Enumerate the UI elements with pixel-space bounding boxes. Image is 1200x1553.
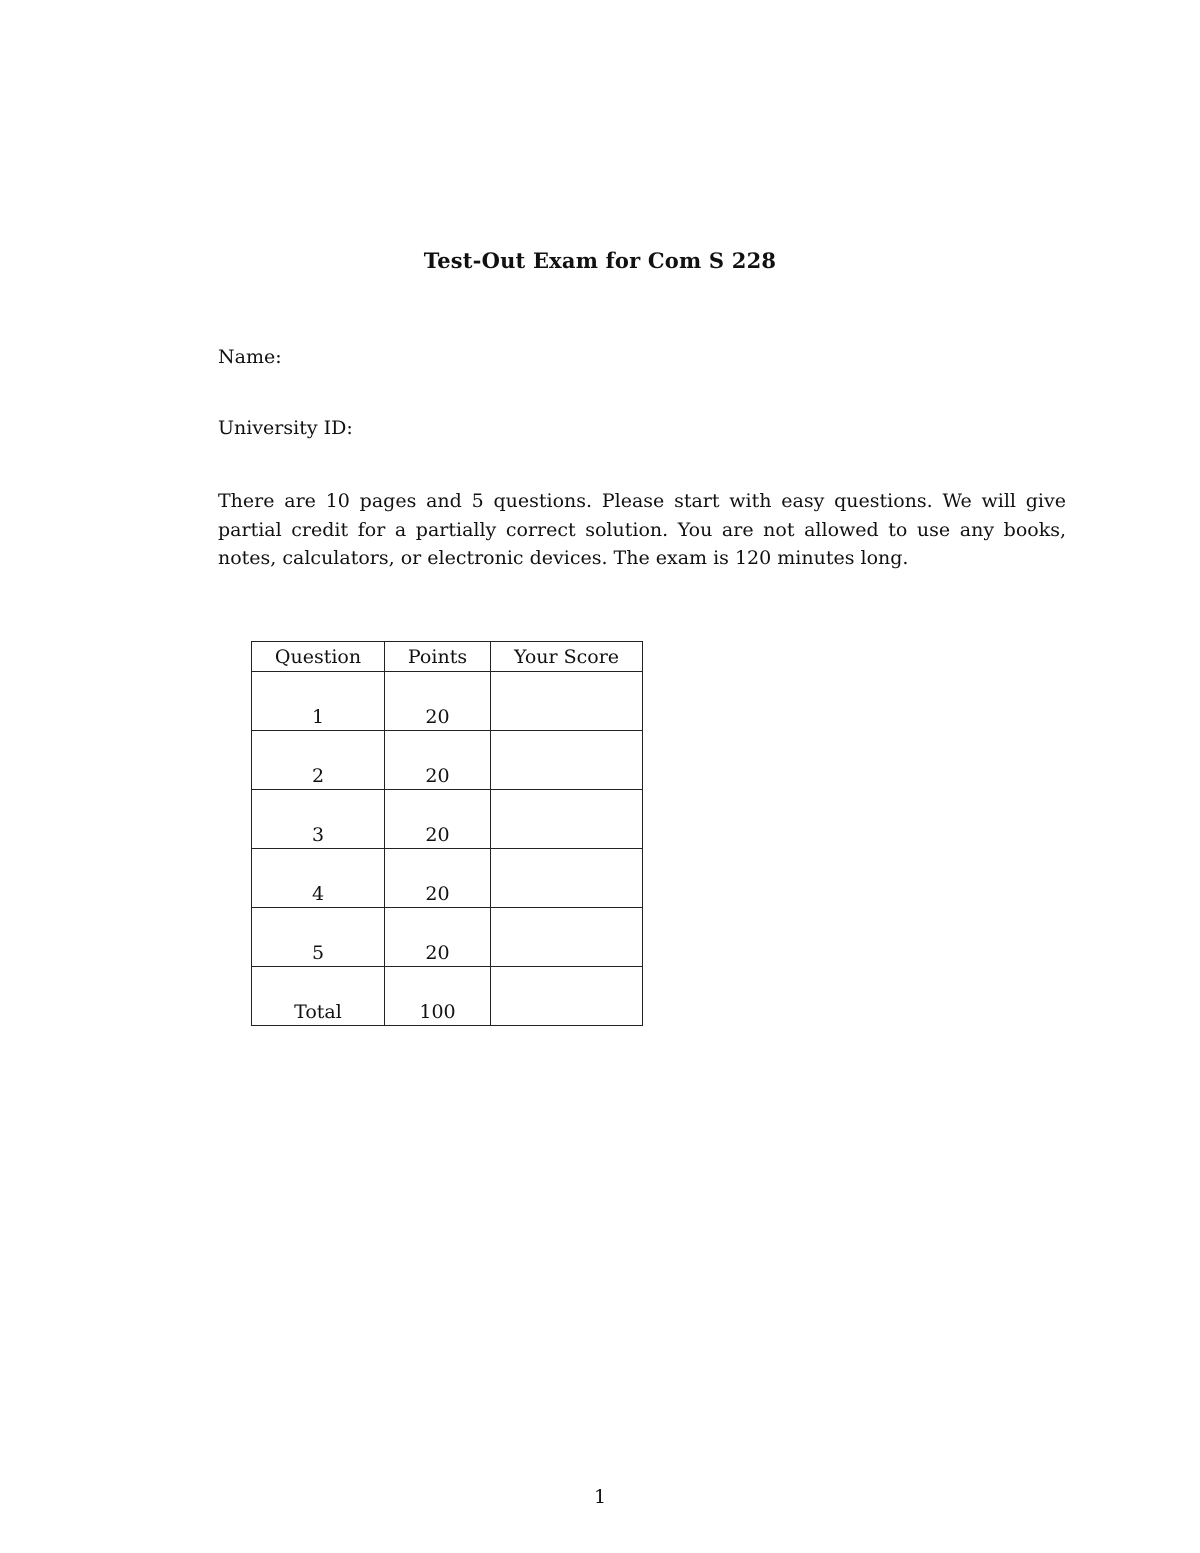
university-id-label: University ID: bbox=[218, 417, 353, 439]
total-points-cell: 100 bbox=[385, 967, 491, 1026]
points-cell: 20 bbox=[385, 731, 491, 790]
table-row bbox=[252, 849, 643, 908]
total-label-cell: Total bbox=[252, 967, 385, 1026]
score-cell bbox=[491, 908, 643, 967]
table-row bbox=[252, 672, 643, 731]
question-cell: 3 bbox=[252, 790, 385, 849]
score-cell bbox=[491, 849, 643, 908]
header-question: Question bbox=[252, 642, 385, 672]
score-cell bbox=[491, 790, 643, 849]
points-cell: 20 bbox=[385, 672, 491, 731]
exam-title: Test-Out Exam for Com S 228 bbox=[423, 248, 777, 273]
question-cell: 2 bbox=[252, 731, 385, 790]
total-score-cell bbox=[491, 967, 643, 1026]
header-points: Points bbox=[385, 642, 491, 672]
table-row bbox=[252, 908, 643, 967]
points-cell: 20 bbox=[385, 908, 491, 967]
table-row bbox=[252, 790, 643, 849]
header-your-score: Your Score bbox=[491, 642, 643, 672]
question-cell: 5 bbox=[252, 908, 385, 967]
exam-instructions: There are 10 pages and 5 questions. Please start with easy questions. We will give partial credit for a partially correct solution. You are not allowed to use any books, notes, calculators, or electronic devices. The exam is 120 minutes long. bbox=[218, 490, 1066, 569]
score-cell bbox=[491, 731, 643, 790]
page-number: 1 bbox=[593, 1486, 607, 1508]
points-cell: 20 bbox=[385, 790, 491, 849]
score-table bbox=[251, 641, 643, 1026]
score-cell bbox=[491, 672, 643, 731]
question-cell: 4 bbox=[252, 849, 385, 908]
table-row-total bbox=[252, 967, 643, 1026]
question-cell: 1 bbox=[252, 672, 385, 731]
name-label: Name: bbox=[218, 346, 282, 368]
score-table-header-row bbox=[252, 642, 643, 672]
points-cell: 20 bbox=[385, 849, 491, 908]
table-row bbox=[252, 731, 643, 790]
